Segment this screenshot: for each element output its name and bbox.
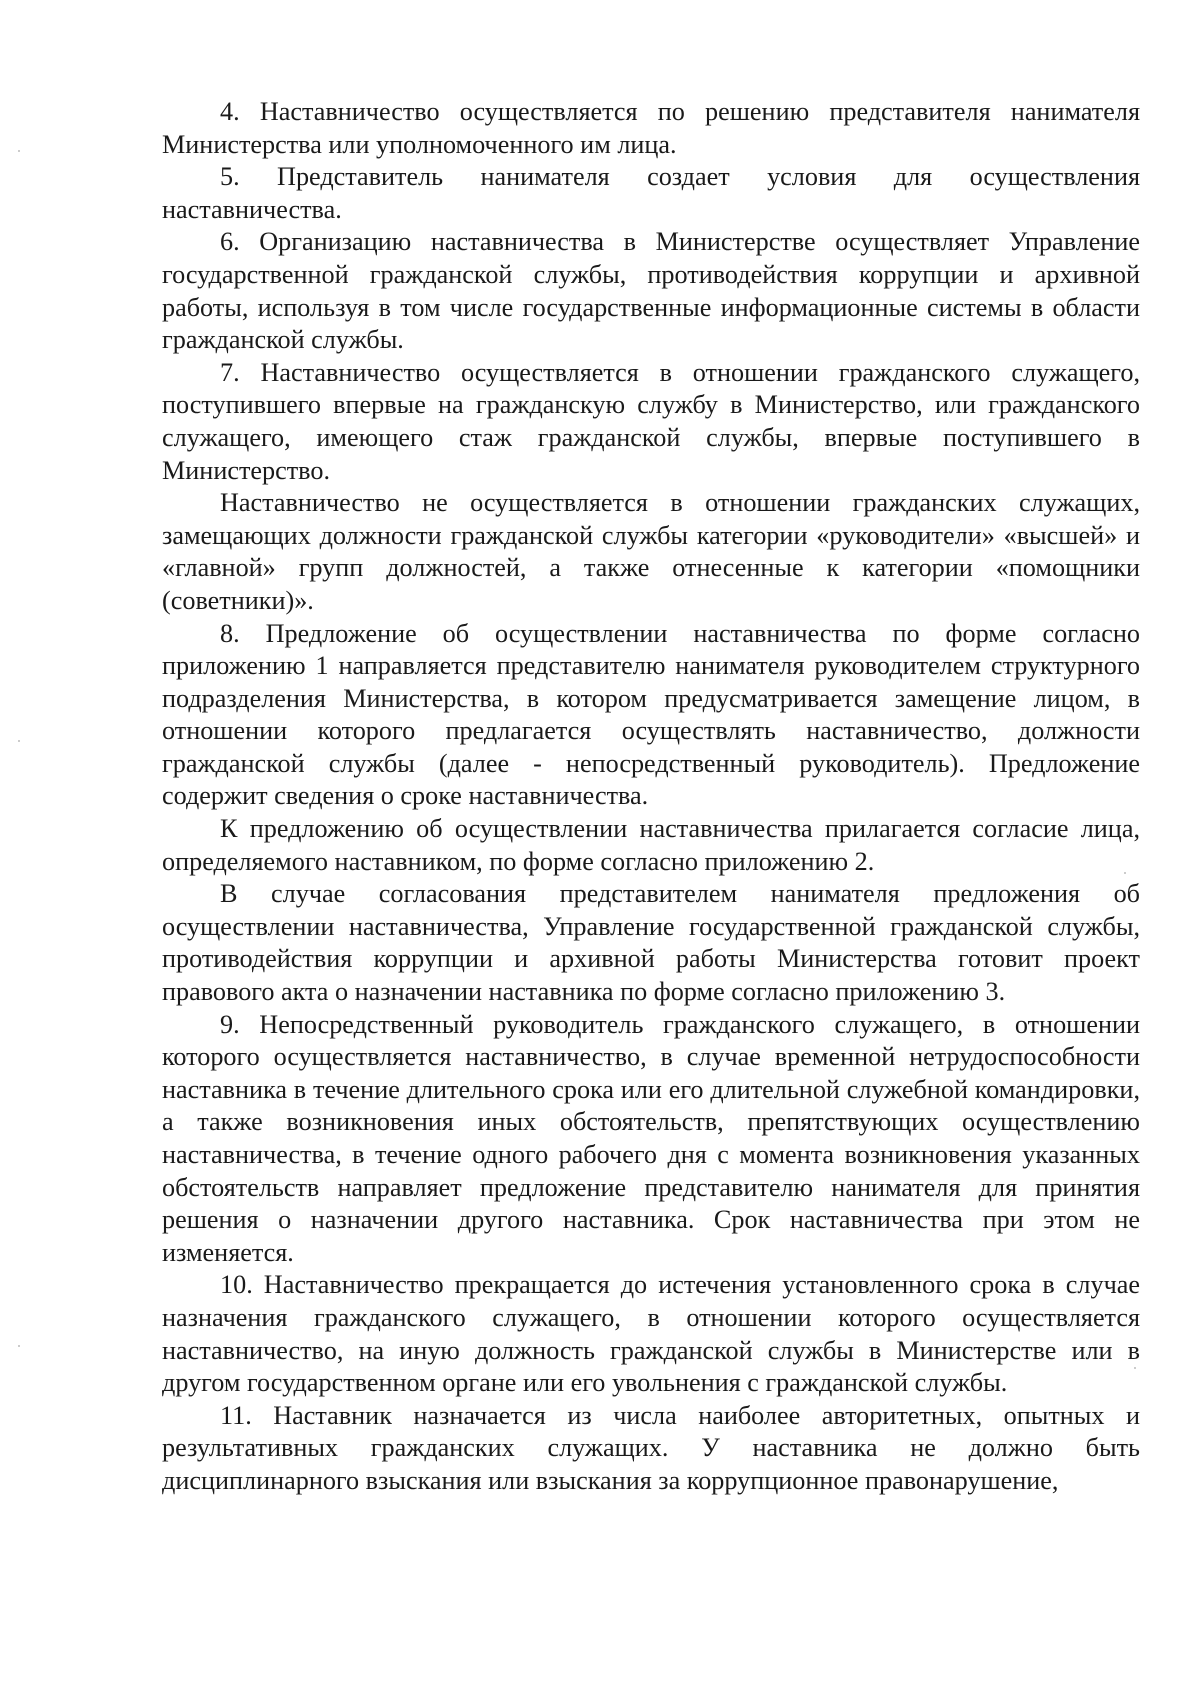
paragraph-9: 9. Непосредственный руководитель гражданского служащего, в отношении которого осуществляется наставничество, в случае временной нетрудоспособности наставника в течение длительного срока или его длительной служебной командировки, а также возникновения иных обстоятельств, препятствующих осуществлению наставничества, в течение одного рабочего дня с момента возникновения указанных обстоятельств направляет предложение представителю нанимателя для принятия решения о назначении другого наставника. Срок наставничества при этом не изменяется. [162, 1009, 1140, 1267]
scan-speck [18, 740, 20, 742]
paragraph-5: 5. Представитель нанимателя создает условия для осуществления наставничества. [162, 162, 1140, 224]
paragraph-4: 4. Наставничество осуществляется по решению представителя нанимателя Министерства или уполномоченного им лица. [162, 97, 1140, 159]
paragraph-8-approval: В случае согласования представителем нанимателя предложения об осуществлении наставничества, Управление государственной гражданской службы, противодействия коррупции и архивной работы Министерства готовит проект правового акта о назначении наставника по форме согласно приложению 3. [162, 879, 1140, 1007]
paragraph-7-continued: Наставничество не осуществляется в отношении гражданских служащих, замещающих должности гражданской службы категории «руководители» «высшей» и «главной» групп должностей, а также отнесенные к категории «помощники (советники)». [162, 488, 1140, 615]
scan-speck [18, 1345, 20, 1347]
scan-speck [1124, 872, 1126, 874]
paragraph-11: 11. Наставник назначается из числа наиболее авторитетных, опытных и результативных гражданских служащих. У наставника не должно быть дисциплинарного взыскания или взыскания за коррупционное правонарушение, [162, 1400, 1140, 1495]
scan-speck [18, 150, 20, 152]
paragraph-10: 10. Наставничество прекращается до истечения установленного срока в случае назначения гражданского служащего, в отношении которого осуществляется наставничество, на иную должность гражданской службы в Министерстве или в другом государственном органе или его увольнения с гражданской службы. [162, 1270, 1140, 1398]
scan-speck [1134, 1367, 1136, 1369]
paragraph-6: 6. Организацию наставничества в Министерстве осуществляет Управление государственной гражданской службы, противодействия коррупции и архивной работы, используя в том числе государственные информационные системы в области гражданской службы. [162, 227, 1140, 355]
paragraph-8: 8. Предложение об осуществлении наставничества по форме согласно приложению 1 направляется представителю нанимателя руководителем структурного подразделения Министерства, в котором предусматривается замещение лицом, в отношении которого предлагается осуществлять наставничество, должности гражданской службы (далее - непосредственный руководитель). Предложение содержит сведения о сроке наставничества. [162, 618, 1140, 811]
document-body [162, 96, 1140, 1498]
paragraph-7: 7. Наставничество осуществляется в отношении гражданского служащего, поступившего впервые на гражданскую службу в Министерство, или гражданского служащего, имеющего стаж гражданской службы, впервые поступившего в Министерство. [162, 357, 1140, 485]
paragraph-8-consent: К предложению об осуществлении наставничества прилагается согласие лица, определяемого наставником, по форме согласно приложению 2. [162, 814, 1140, 876]
